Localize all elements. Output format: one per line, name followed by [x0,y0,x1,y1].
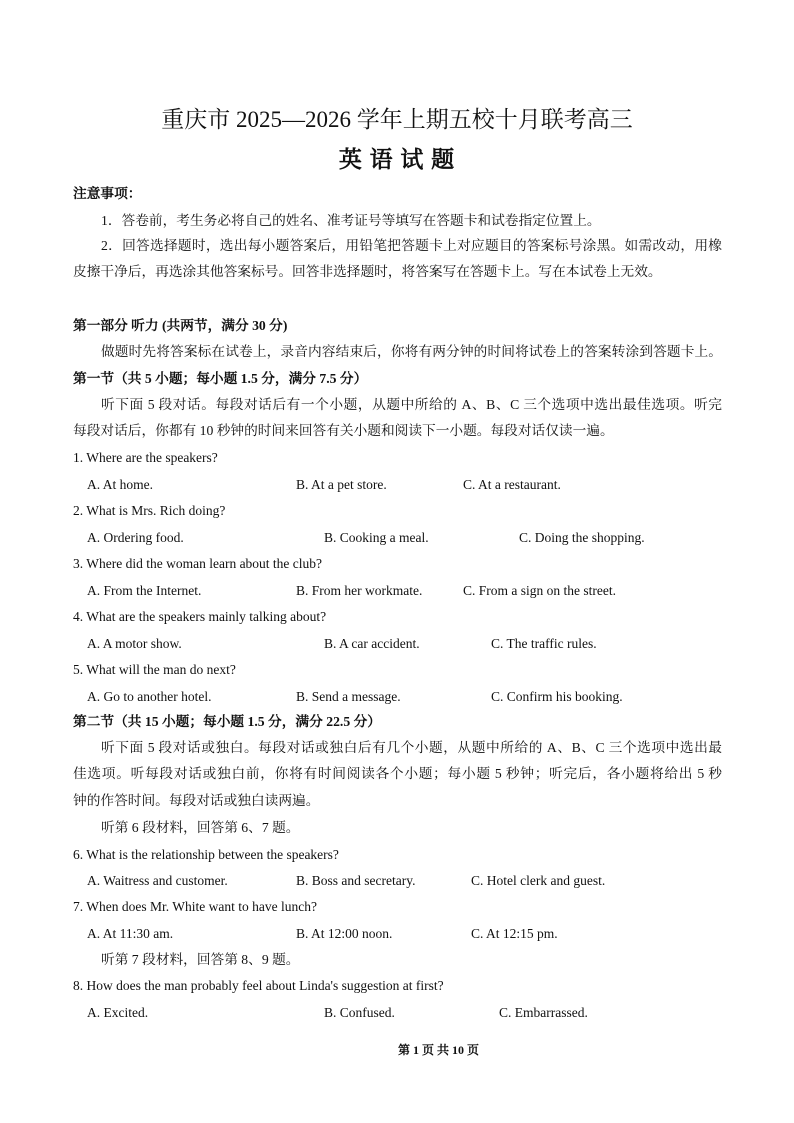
question-stem: 4. What are the speakers mainly talking about? [73,609,327,624]
option-b: B. Boss and secretary. [296,873,416,888]
section2-instruction-line: 佳选项。听每段对话或独白前，你将有时间阅读各个小题；每小题 5 秒钟；听完后，各小题将给出 5 秒 [73,766,722,781]
option-c: C. At a restaurant. [463,477,561,492]
option-c: C. The traffic rules. [491,636,597,651]
option-c: C. Doing the shopping. [519,530,645,545]
notice-item-1: 1．答卷前，考生务必将自己的姓名、准考证号等填写在答题卡和试卷指定位置上。 [101,213,601,228]
option-row [0,871,794,891]
section1-instruction-line: 听下面 5 段对话。每段对话后有一个小题，从题中所给的 A、B、C 三个选项中选出最佳选项。听完 [101,397,722,412]
section2-instruction-line: 听下面 5 段对话或独白。每段对话或独白后有几个小题，从题中所给的 A、B、C 三个选项中选出最 [101,740,722,755]
question-stem: 7. When does Mr. White want to have lunch? [73,899,317,914]
question-stem: 1. Where are the speakers? [73,450,218,465]
option-row [0,687,794,707]
option-a: A. Ordering food. [87,530,184,545]
material-note: 听第 7 段材料，回答第 8、9 题。 [101,952,300,967]
option-a: A. Waitress and customer. [87,873,228,888]
option-b: B. Cooking a meal. [324,530,429,545]
option-b: B. From her workmate. [296,583,423,598]
option-b: B. Confused. [324,1005,395,1020]
notice-item-2-line-2: 皮擦干净后，再选涂其他答案标号。回答非选择题时，将答案写在答题卡上。写在本试卷上无效。 [73,264,662,279]
part1-heading: 第一部分 听力 (共两节，满分 30 分) [73,318,288,333]
question-stem: 8. How does the man probably feel about Linda's suggestion at first? [73,978,444,993]
option-a: A. A motor show. [87,636,182,651]
option-a: A. Go to another hotel. [87,689,212,704]
option-b: B. At 12:00 noon. [296,926,393,941]
option-c: C. From a sign on the street. [463,583,616,598]
page-footer: 第 1 页 共 10 页 [398,1043,480,1057]
notice-heading: 注意事项： [73,186,142,201]
option-row [0,475,794,495]
option-a: A. Excited. [87,1005,149,1020]
section1-heading: 第一节（共 5 小题；每小题 1.5 分，满分 7.5 分） [73,371,368,386]
option-row [0,581,794,601]
option-c: C. Confirm his booking. [491,689,623,704]
exam-subject: 英 语 试 题 [338,147,456,172]
option-b: B. A car accident. [324,636,420,651]
notice-item-2-line-1: 2．回答选择题时，选出每小题答案后，用铅笔把答题卡上对应题目的答案标号涂黑。如需改动，用橡 [101,238,722,253]
section1-instruction-line: 每段对话后，你都有 10 秒钟的时间来回答有关小题和阅读下一小题。每段对话仅读一遍。 [73,423,614,438]
option-row [0,634,794,654]
option-row [0,924,794,944]
section2-heading: 第二节（共 15 小题；每小题 1.5 分，满分 22.5 分） [73,714,381,729]
option-b: B. Send a message. [296,689,401,704]
option-a: A. At 11:30 am. [87,926,174,941]
option-c: C. At 12:15 pm. [471,926,558,941]
material-note: 听第 6 段材料，回答第 6、7 题。 [101,820,300,835]
option-a: A. From the Internet. [87,583,202,598]
option-c: C. Embarrassed. [499,1005,588,1020]
section2-instruction-line: 钟的作答时间。每段对话或独白读两遍。 [73,793,320,808]
option-b: B. At a pet store. [296,477,387,492]
option-a: A. At home. [87,477,153,492]
page-title: 重庆市 2025—2026 学年上期五校十月联考高三 [161,107,633,132]
question-stem: 2. What is Mrs. Rich doing? [73,503,226,518]
option-row [0,528,794,548]
question-stem: 6. What is the relationship between the speakers? [73,847,339,862]
question-stem: 5. What will the man do next? [73,662,236,677]
part1-instruction: 做题时先将答案标在试卷上，录音内容结束后，你将有两分钟的时间将试卷上的答案转涂到答题卡上。 [101,344,722,359]
option-c: C. Hotel clerk and guest. [471,873,606,888]
option-row [0,1003,794,1023]
question-stem: 3. Where did the woman learn about the club? [73,556,323,571]
